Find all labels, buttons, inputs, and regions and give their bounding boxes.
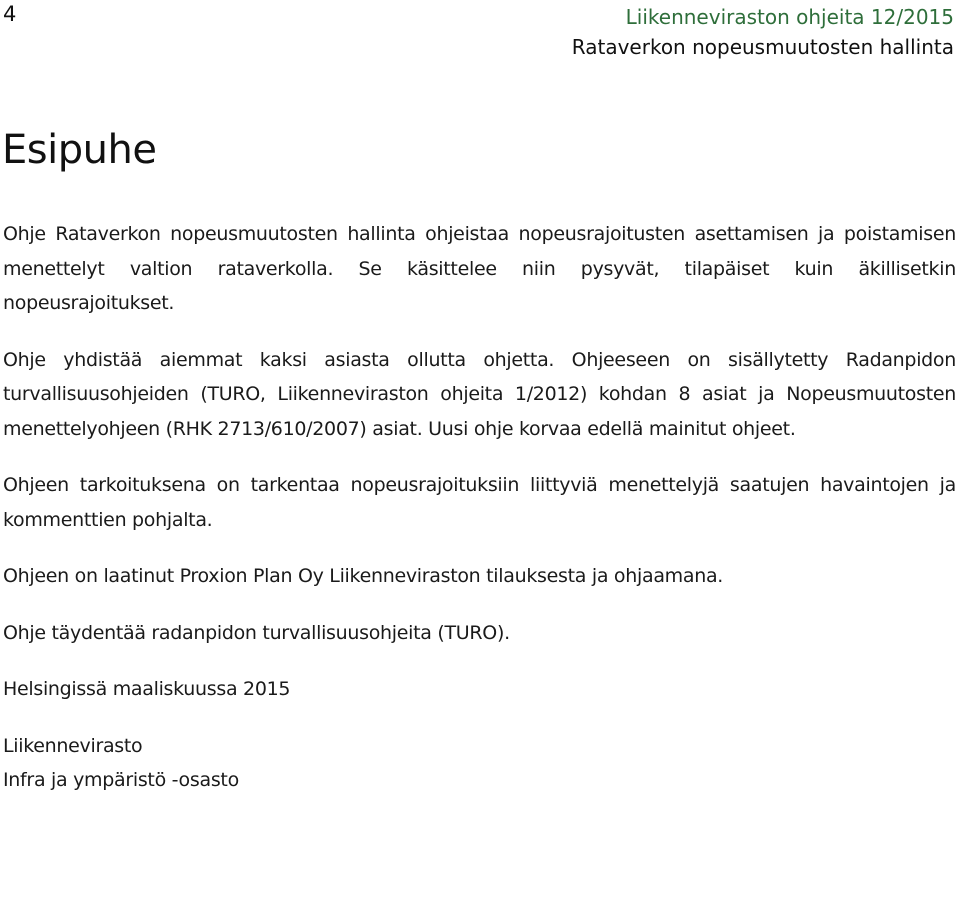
page-number: 4 [3, 2, 17, 26]
signature-department: Infra ja ympäristö -osasto [3, 769, 239, 791]
paragraph-intro: Ohje Rataverkon nopeusmuutosten hallinta ohjeistaa nopeusrajoitusten asettamisen ja poistamisen menettelyt valtion rataverkolla. Se käsittelee niin pysyvät, tilapäiset kuin äkillisetkin nopeusrajoitukset. [3, 223, 956, 314]
paragraph-purpose: Ohjeen tarkoituksena on tarkentaa nopeusrajoituksiin liittyviä menettelyjä saatujen havaintojen ja kommenttien pohjalta. [3, 474, 956, 531]
running-header [572, 2, 954, 62]
signature-block [3, 729, 956, 798]
signature-organization: Liikennevirasto [3, 734, 143, 757]
paragraph-supplement: Ohje täydentää radanpidon turvallisuusohjeita (TURO). [3, 621, 510, 644]
publication-series: Liikenneviraston ohjeita 12/2015 [625, 5, 954, 29]
document-title: Rataverkon nopeusmuutosten hallinta [571, 35, 954, 59]
page-heading: Esipuhe [2, 127, 157, 173]
place-and-date: Helsingissä maaliskuussa 2015 [3, 678, 291, 700]
paragraph-combined-guidelines: Ohje yhdistää aiemmat kaksi asiasta ollutta ohjetta. Ohjeeseen on sisällytetty Radanpidon turvallisuusohjeiden (TURO, Liikenneviraston ohjeita 1/2012) kohdan 8 asiat ja Nopeusmuutosten menettelyohjeen (RHK 2713/610/2007) asiat. Uusi ohje korvaa edellä mainitut ohjeet. [3, 348, 956, 440]
foreword-body [3, 217, 956, 798]
paragraph-author: Ohjeen on laatinut Proxion Plan Oy Liikenneviraston tilauksesta ja ohjaamana. [3, 565, 724, 587]
